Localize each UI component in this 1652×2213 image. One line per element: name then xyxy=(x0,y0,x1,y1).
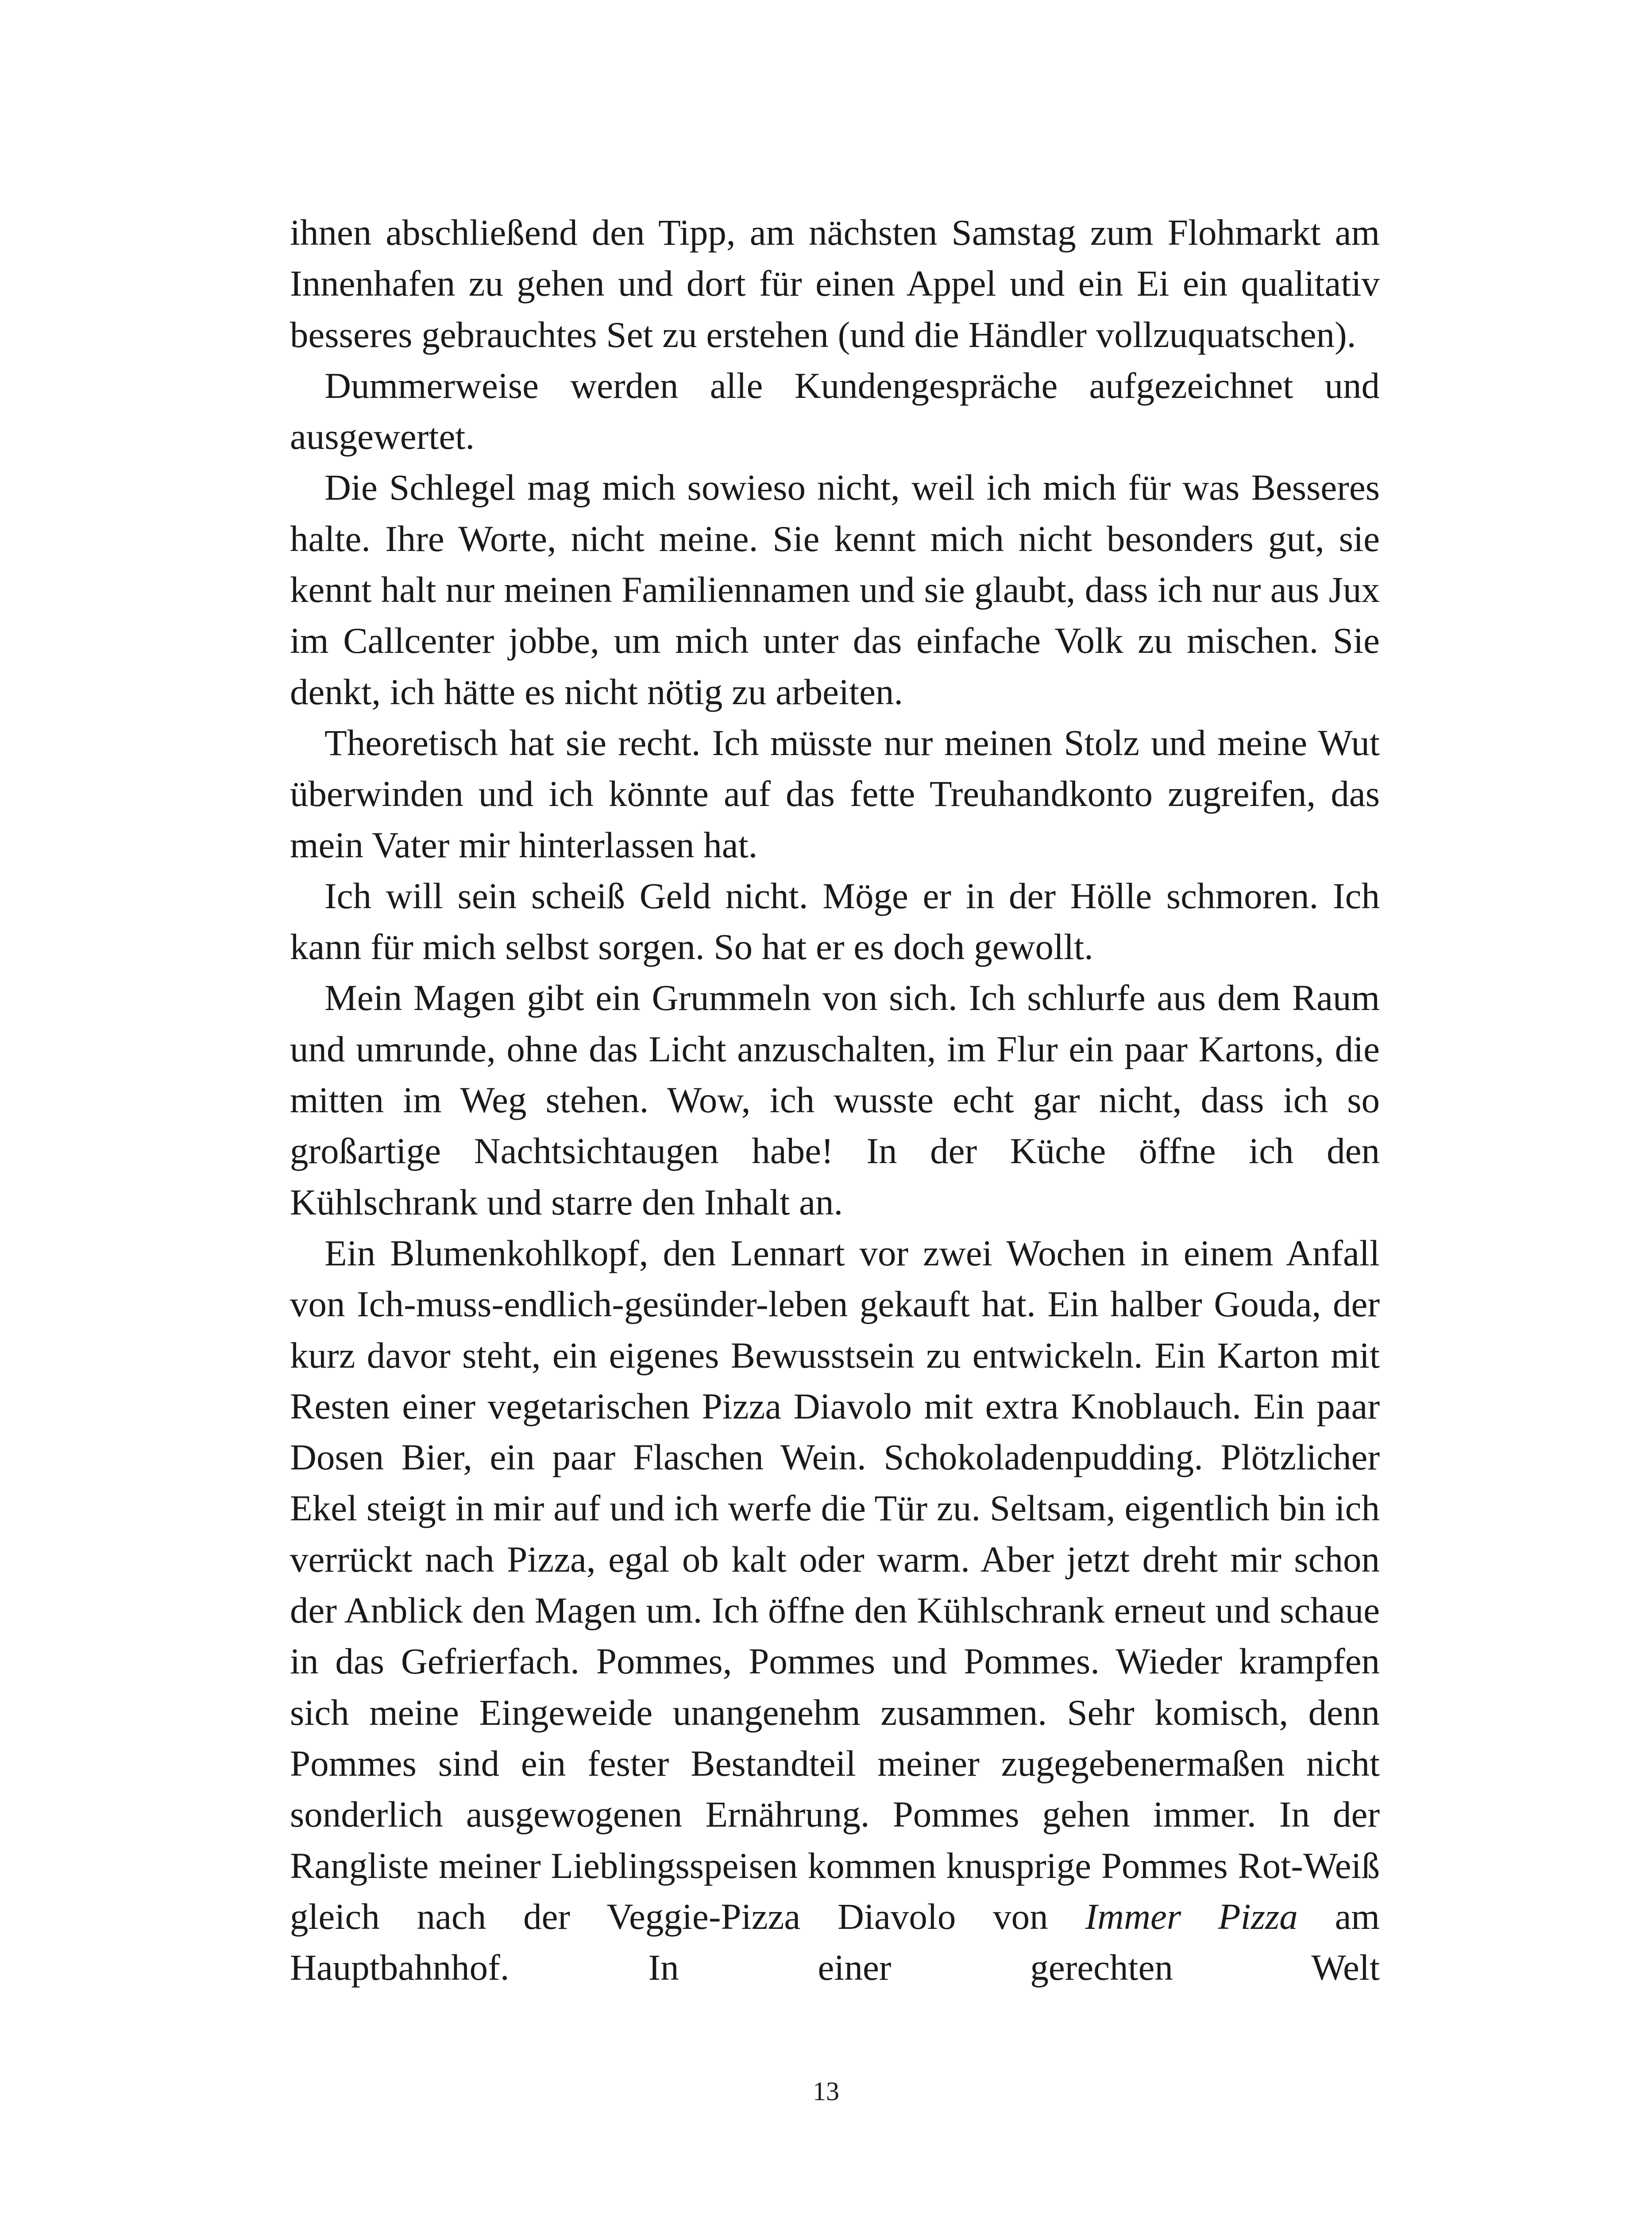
body-text xyxy=(290,207,1380,1993)
paragraph-final xyxy=(290,1228,1380,1993)
italic-title: Immer Pizza xyxy=(1085,1896,1298,1937)
paragraph: Theoretisch hat sie recht. Ich müsste nur meinen Stolz und meine Wut überwinden und ich könnte auf das fette Treuhandkonto zugreifen, das mein Vater mir hinterlassen hat. xyxy=(290,722,1380,865)
paragraph: Dummerweise werden alle Kundengespräche aufgezeichnet und ausgewertet. xyxy=(290,365,1380,457)
final-text-before: Ein Blumenkohlkopf, den Lennart vor zwei Wochen in einem Anfall von Ich-muss-endlich-gesünder-leben gekauft hat. Ein halber Gouda, der kurz davor steht, ein eigenes Bewusstsein zu entwickeln. Ein Karton mit Resten einer vegetarischen Pizza Diavolo mit extra Knoblauch. Ein paar Dosen Bier, ein paar Flaschen Wein. Schokoladenpudding. Plötzlicher Ekel steigt in mir auf und ich werfe die Tür zu. Seltsam, eigentlich bin ich verrückt nach Pizza, egal ob kalt oder warm. Aber jetzt dreht mir schon der Anblick den Magen um. Ich öffne den Kühlschrank erneut und schaue in das Gefrierfach. Pommes, Pommes und Pommes. Wieder krampfen sich meine Eingeweide unangenehm zusammen. Sehr komisch, denn Pommes sind ein fester Bestandteil meiner zugegebenermaßen nicht sonderlich ausgewogenen Ernährung. Pommes gehen immer. In der Rangliste meiner Lieblingsspeisen kommen knusprige Pommes Rot-Weiß gleich nach der Veggie-Pizza Diavolo von xyxy=(290,1232,1380,1937)
paragraph: Die Schlegel mag mich sowieso nicht, weil ich mich für was Besseres halte. Ihre Worte, nicht meine. Sie kennt mich nicht besonders gut, sie kennt halt nur meinen Familiennamen und sie glaubt, dass ich nur aus Jux im Callcenter jobbe, um mich unter das einfache Volk zu mischen. Sie denkt, ich hätte es nicht nötig zu arbeiten. xyxy=(290,467,1380,712)
final-text-after: am Hauptbahnhof. In einer gerechten Welt xyxy=(290,1896,1380,1988)
page-number: 13 xyxy=(813,2077,839,2106)
paragraph: Ich will sein scheiß Geld nicht. Möge er in der Hölle schmoren. Ich kann für mich selbst sorgen. So hat er es doch gewollt. xyxy=(290,875,1380,968)
paragraph-continuation: ihnen abschließend den Tipp, am nächsten Samstag zum Flohmarkt am Innenhafen zu gehen und dort für einen Appel und ein Ei ein qualitativ besseres gebrauchtes Set zu erstehen (und die Händler vollzuquatschen). xyxy=(290,212,1380,355)
paragraph: Mein Magen gibt ein Grummeln von sich. Ich schlurfe aus dem Raum und umrunde, ohne das Licht anzuschalten, im Flur ein paar Kartons, die mitten im Weg stehen. Wow, ich wusste echt gar nicht, dass ich so großartige Nachtsichtaugen habe! In der Küche öffne ich den Kühlschrank und starre den Inhalt an. xyxy=(290,977,1380,1222)
